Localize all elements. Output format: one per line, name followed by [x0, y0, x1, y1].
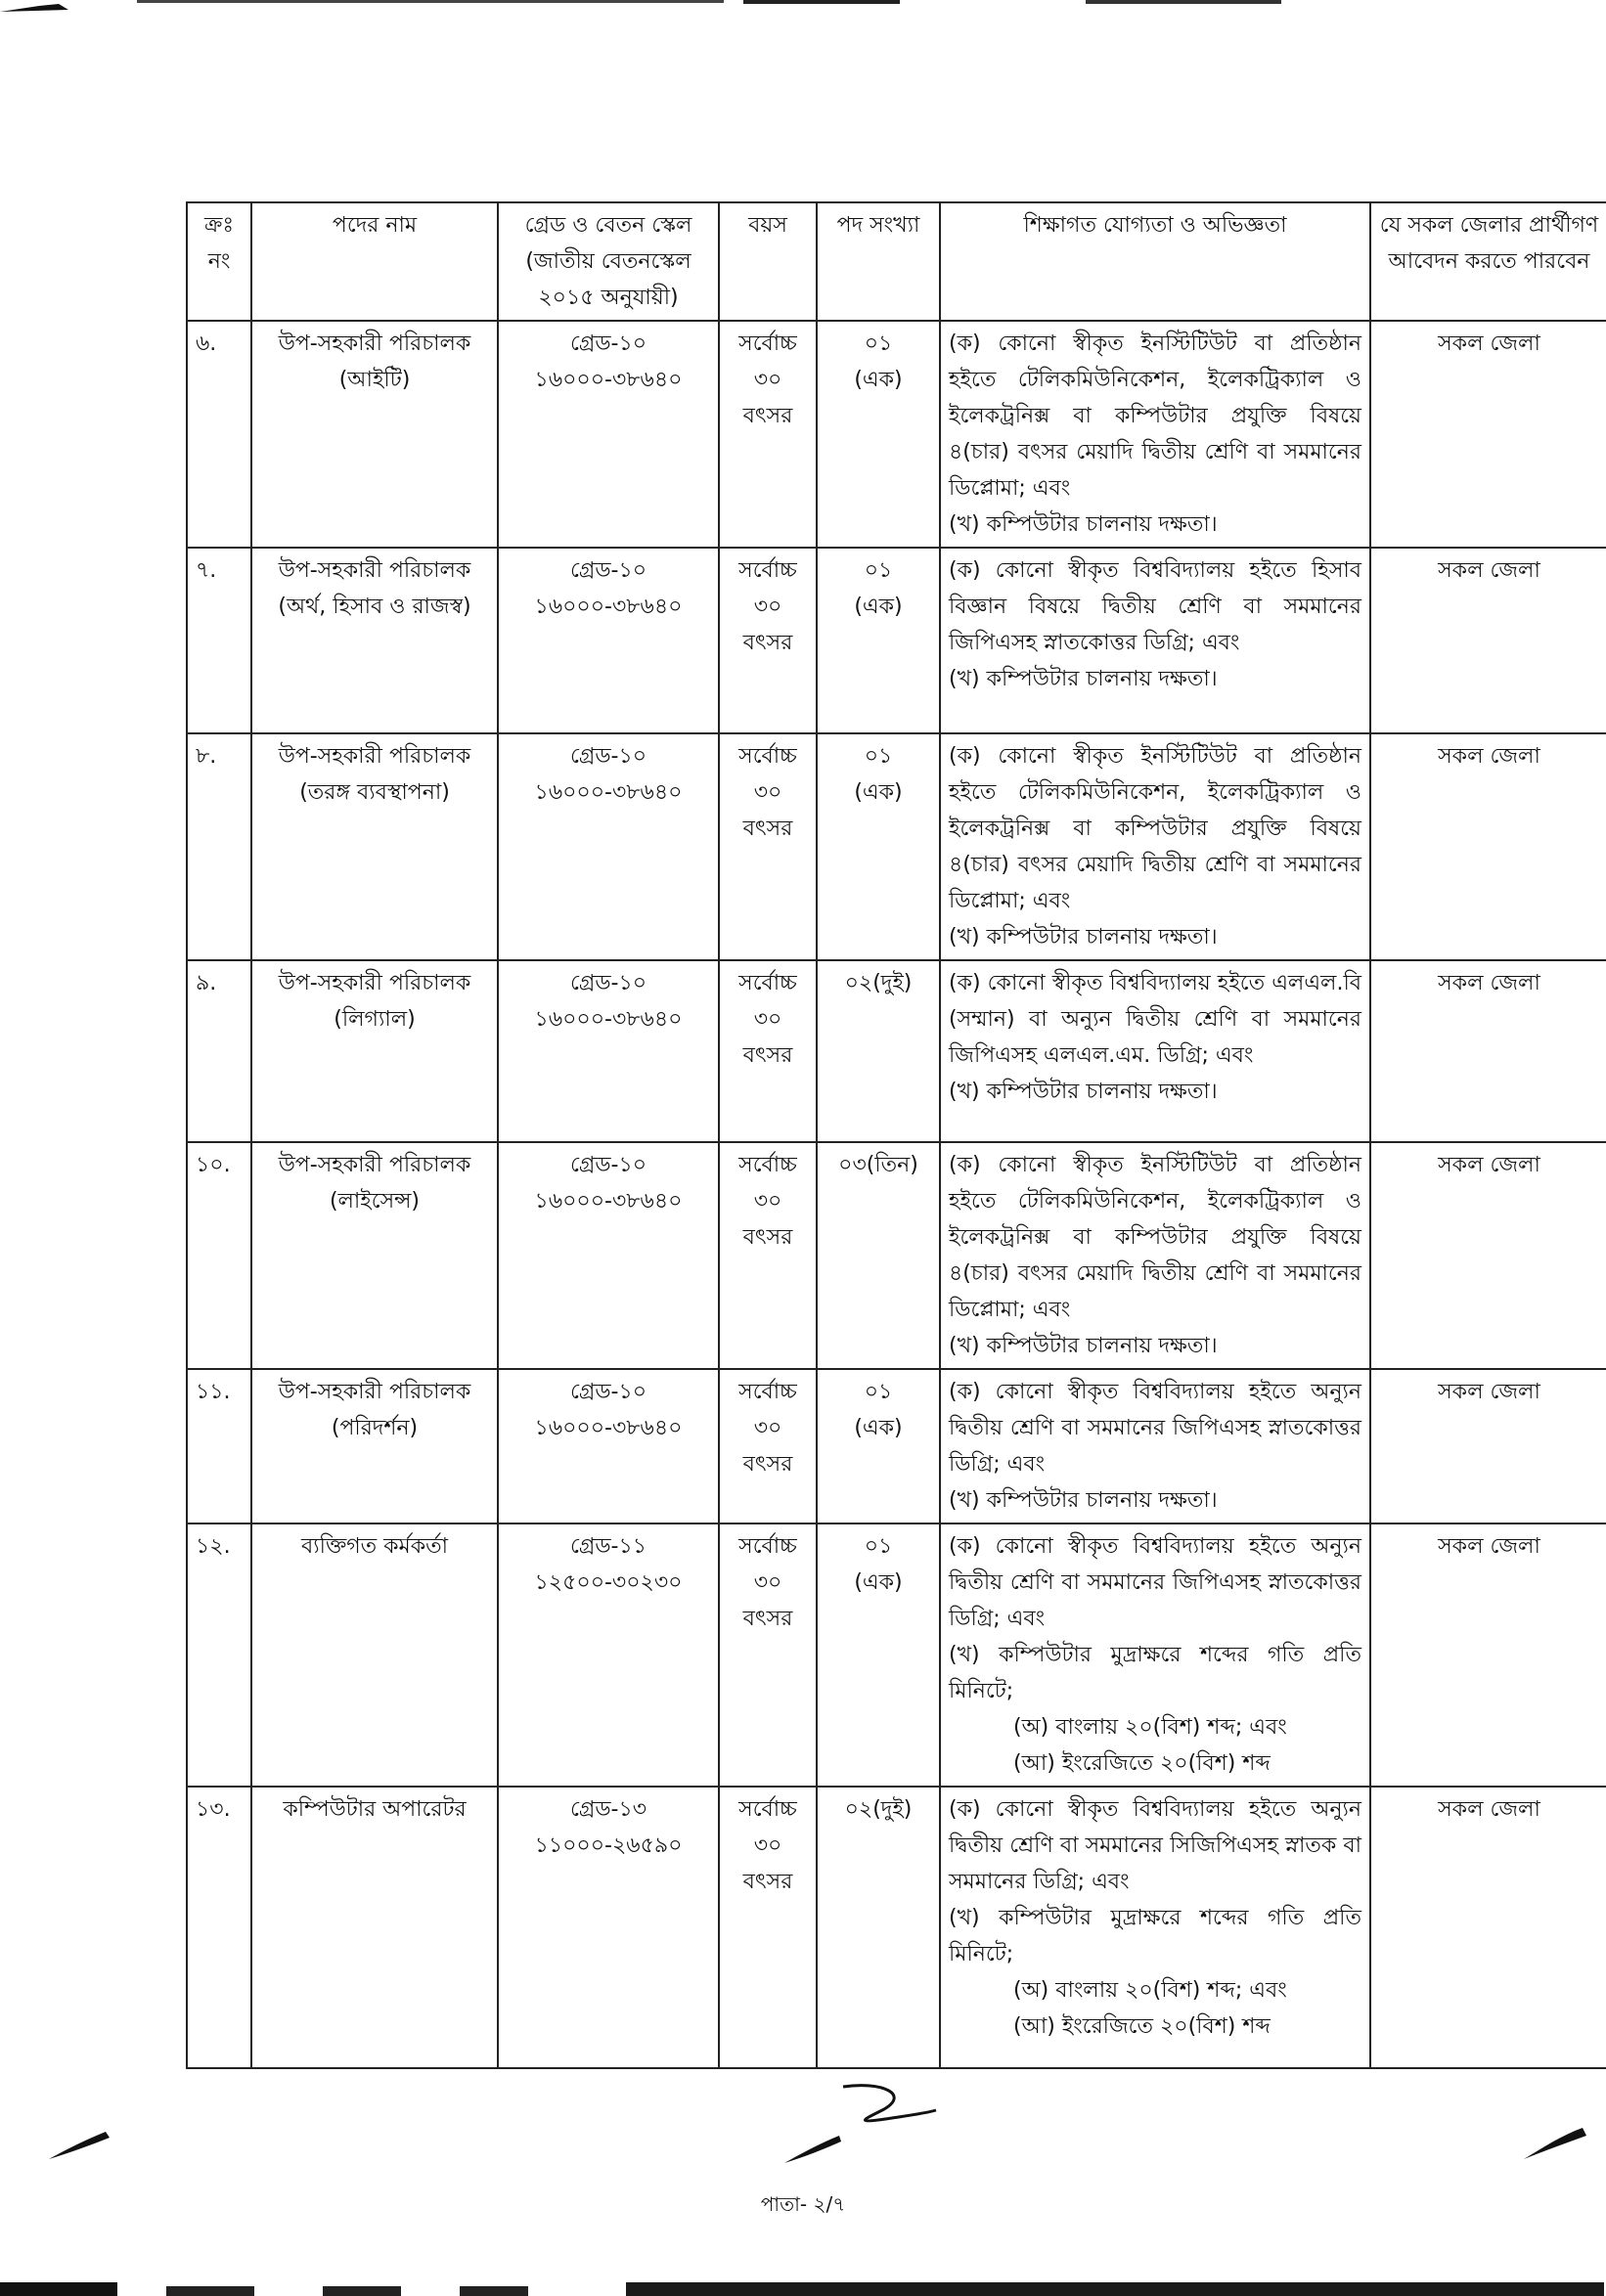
cell-age [719, 960, 817, 1142]
cell-qualification-line: (ক) কোনো স্বীকৃত ইনস্টিটিউট বা প্রতিষ্ঠান হইতে টেলিকমিউনিকেশন, ইলেকট্রিক্যাল ও ইলেকট্রনিক্স বা কম্পিউটার প্রযুক্তি বিষয়ে ৪(চার) বৎসর মেয়াদি দ্বিতীয় শ্রেণি বা সমমানের ডিপ্লোমা; এবং [949, 744, 1361, 913]
cell-qualification [940, 1523, 1370, 1787]
cell-grade-pay-scale-line: গ্রেড-১০ [569, 331, 647, 356]
cell-age-line: বৎসর [742, 1607, 793, 1631]
cell-age-line: ৩০ [753, 368, 782, 392]
header-post-name: পদের নাম [251, 202, 498, 321]
cell-qualification [940, 321, 1370, 548]
cell-grade-pay-scale-line: ১৬০০০-৩৮৬৪০ [534, 368, 683, 392]
cell-post-name-line: উপ-সহকারী পরিচালক [278, 558, 471, 583]
cell-age [719, 548, 817, 733]
cell-post-name [251, 1142, 498, 1369]
table-header-row [187, 202, 1606, 321]
cell-age-line: সর্বোচ্চ [738, 1380, 797, 1404]
cell-post-count-line: ০১ [864, 331, 893, 356]
table-row [187, 1787, 1606, 2068]
cell-serial: ১১. [187, 1369, 251, 1523]
cell-post-name-line: (তরঙ্গ ব্যবস্থাপনা) [299, 780, 450, 805]
cell-qualification-subitem: (অ) বাংলায় ২০(বিশ) শব্দ; এবং [1013, 1978, 1287, 2003]
scan-pen-mark-right [1522, 2124, 1590, 2161]
scan-pen-mark-left [47, 2128, 112, 2161]
cell-grade-pay-scale-line: ১৬০০০-৩৮৬৪০ [534, 1007, 683, 1032]
cell-qualification-subitem: (আ) ইংরেজিতে ২০(বিশ) শব্দ [1013, 1751, 1271, 1776]
cell-qualification-line: (খ) কম্পিউটার চালনায় দক্ষতা। [949, 1334, 1218, 1358]
cell-age-line: সর্বোচ্চ [738, 558, 797, 583]
cell-qualification-line: (ক) কোনো স্বীকৃত বিশ্ববিদ্যালয় হইতে অন্যুন দ্বিতীয় শ্রেণি বা সমমানের সিজিপিএসহ স্নাতক বা সমমানের ডিগ্রি; এবং [949, 1797, 1361, 1894]
cell-qualification-line: (খ) কম্পিউটার চালনায় দক্ষতা। [949, 512, 1218, 537]
cell-post-name-line: (লাইসেন্স) [329, 1189, 421, 1214]
cell-qualification-line: (খ) কম্পিউটার মুদ্রাক্ষরে শব্দের গতি প্রতি মিনিটে; [949, 1643, 1361, 1703]
cell-eligible-districts: সকল জেলা [1370, 960, 1606, 1142]
cell-post-name-line: (অর্থ, হিসাব ও রাজস্ব) [278, 595, 471, 619]
cell-grade-pay-scale [498, 733, 719, 960]
cell-qualification-subitem: (আ) ইংরেজিতে ২০(বিশ) শব্দ [1013, 2014, 1271, 2039]
cell-qualification-line: (ক) কোনো স্বীকৃত বিশ্ববিদ্যালয় হইতে এলএল.বি (সম্মান) বা অন্যুন দ্বিতীয় শ্রেণি বা সমমানের জিপিএসহ এলএল.এম. ডিগ্রি; এবং [949, 971, 1361, 1068]
cell-grade-pay-scale-line: ১১০০০-২৬৫৯০ [534, 1833, 683, 1858]
table-row [187, 321, 1606, 548]
cell-grade-pay-scale [498, 1523, 719, 1787]
cell-grade-pay-scale-line: গ্রেড-১০ [569, 1153, 647, 1177]
cell-grade-pay-scale [498, 1787, 719, 2068]
cell-post-count-line: (এক) [854, 595, 903, 619]
cell-qualification-line: (ক) কোনো স্বীকৃত ইনস্টিটিউট বা প্রতিষ্ঠান হইতে টেলিকমিউনিকেশন, ইলেকট্রিক্যাল ও ইলেকট্রনিক্স বা কম্পিউটার প্রযুক্তি বিষয়ে ৪(চার) বৎসর মেয়াদি দ্বিতীয় শ্রেণি বা সমমানের ডিপ্লোমা; এবং [949, 1153, 1361, 1322]
cell-qualification-line: (খ) কম্পিউটার মুদ্রাক্ষরে শব্দের গতি প্রতি মিনিটে; [949, 1906, 1361, 1966]
cell-age-line: সর্বোচ্চ [738, 1153, 797, 1177]
cell-post-count-line: ০২(দুই) [844, 1797, 913, 1822]
cell-age-line: সর্বোচ্চ [738, 971, 797, 995]
cell-age [719, 1369, 817, 1523]
scan-pen-mark-center [782, 2132, 843, 2165]
cell-age [719, 1787, 817, 2068]
cell-post-name-line: ব্যক্তিগত কর্মকর্তা [300, 1534, 449, 1559]
cell-age [719, 321, 817, 548]
cell-post-count-line: ০১ [864, 744, 893, 769]
cell-grade-pay-scale-line: গ্রেড-১০ [569, 744, 647, 769]
cell-age [719, 1523, 817, 1787]
cell-qualification-line: (খ) কম্পিউটার চালনায় দক্ষতা। [949, 925, 1218, 949]
cell-grade-pay-scale-line: ১৬০০০-৩৮৬৪০ [534, 780, 683, 805]
cell-qualification [940, 1142, 1370, 1369]
cell-serial: ৭. [187, 548, 251, 733]
cell-post-name [251, 321, 498, 548]
cell-post-count [817, 321, 940, 548]
cell-post-name-line: (লিগ্যাল) [334, 1007, 416, 1032]
cell-post-count [817, 548, 940, 733]
cell-post-name [251, 733, 498, 960]
table-row [187, 1142, 1606, 1369]
cell-grade-pay-scale [498, 1142, 719, 1369]
cell-post-name-line: উপ-সহকারী পরিচালক [278, 744, 471, 769]
cell-post-count-line: ০২(দুই) [844, 971, 913, 995]
cell-age-line: বৎসর [742, 404, 793, 428]
cell-qualification-line: (খ) কম্পিউটার চালনায় দক্ষতা। [949, 667, 1218, 691]
cell-age-line: ৩০ [753, 1007, 782, 1032]
cell-post-name [251, 1523, 498, 1787]
cell-grade-pay-scale-line: গ্রেড-১০ [569, 1380, 647, 1404]
cell-eligible-districts: সকল জেলা [1370, 548, 1606, 733]
cell-post-name [251, 1369, 498, 1523]
cell-age-line: ৩০ [753, 1189, 782, 1214]
cell-grade-pay-scale-line: গ্রেড-১০ [569, 971, 647, 995]
table-row [187, 548, 1606, 733]
cell-grade-pay-scale-line: গ্রেড-১০ [569, 558, 647, 583]
cell-qualification-line: (ক) কোনো স্বীকৃত বিশ্ববিদ্যালয় হইতে অন্যুন দ্বিতীয় শ্রেণি বা সমমানের জিপিএসহ স্নাতকোত্তর ডিগ্রি; এবং [949, 1534, 1361, 1631]
cell-age-line: বৎসর [742, 817, 793, 841]
cell-grade-pay-scale-line: ১৬০০০-৩৮৬৪০ [534, 1416, 683, 1440]
cell-age-line: সর্বোচ্চ [738, 1534, 797, 1559]
page-number: পাতা- ২/৭ [760, 2192, 846, 2216]
cell-grade-pay-scale-line: গ্রেড-১৩ [569, 1797, 647, 1822]
scan-edge-artifact-top [0, 0, 1606, 14]
cell-post-name [251, 960, 498, 1142]
header-post-count: পদ সংখ্যা [817, 202, 940, 321]
cell-qualification-line: (খ) কম্পিউটার চালনায় দক্ষতা। [949, 1080, 1218, 1104]
cell-post-count [817, 733, 940, 960]
cell-post-name [251, 1787, 498, 2068]
cell-serial: ১৩. [187, 1787, 251, 2068]
cell-post-count [817, 960, 940, 1142]
cell-qualification-subitem: (অ) বাংলায় ২০(বিশ) শব্দ; এবং [1013, 1715, 1287, 1740]
cell-grade-pay-scale [498, 321, 719, 548]
cell-grade-pay-scale-line: ১২৫০০-৩০২৩০ [534, 1570, 683, 1595]
scan-edge-artifact-bottom [0, 2269, 1606, 2296]
table-row [187, 733, 1606, 960]
cell-post-count-line: (এক) [854, 1570, 903, 1595]
cell-age-line: ৩০ [753, 1570, 782, 1595]
cell-eligible-districts: সকল জেলা [1370, 733, 1606, 960]
cell-eligible-districts: সকল জেলা [1370, 1369, 1606, 1523]
cell-post-name-line: (আইটি) [338, 368, 411, 392]
cell-age-line: সর্বোচ্চ [738, 1797, 797, 1822]
cell-post-count [817, 1369, 940, 1523]
cell-post-name-line: উপ-সহকারী পরিচালক [278, 971, 471, 995]
cell-serial: ১২. [187, 1523, 251, 1787]
cell-serial: ৬. [187, 321, 251, 548]
cell-post-count-line: ০৩(তিন) [838, 1153, 918, 1177]
cell-post-count [817, 1142, 940, 1369]
cell-serial: ৮. [187, 733, 251, 960]
cell-age-line: বৎসর [742, 1043, 793, 1068]
cell-eligible-districts: সকল জেলা [1370, 1142, 1606, 1369]
cell-post-name-line: উপ-সহকারী পরিচালক [278, 1153, 471, 1177]
cell-eligible-districts: সকল জেলা [1370, 321, 1606, 548]
cell-qualification [940, 548, 1370, 733]
cell-post-count [817, 1787, 940, 2068]
table-row [187, 1523, 1606, 1787]
cell-age-line: ৩০ [753, 1833, 782, 1858]
cell-age-line: বৎসর [742, 631, 793, 655]
cell-post-name-line: (পরিদর্শন) [331, 1416, 419, 1440]
header-serial: ক্রঃ নং [187, 202, 251, 321]
cell-age-line: সর্বোচ্চ [738, 331, 797, 356]
cell-qualification [940, 1787, 1370, 2068]
cell-post-name-line: উপ-সহকারী পরিচালক [278, 1380, 471, 1404]
cell-grade-pay-scale [498, 1369, 719, 1523]
cell-qualification [940, 733, 1370, 960]
job-requirements-table [186, 201, 1606, 2069]
cell-eligible-districts: সকল জেলা [1370, 1523, 1606, 1787]
cell-post-count-line: (এক) [854, 780, 903, 805]
cell-qualification-line: (খ) কম্পিউটার চালনায় দক্ষতা। [949, 1488, 1218, 1513]
cell-grade-pay-scale [498, 548, 719, 733]
cell-qualification [940, 960, 1370, 1142]
cell-grade-pay-scale-line: গ্রেড-১১ [569, 1534, 647, 1559]
cell-post-count-line: (এক) [854, 368, 903, 392]
cell-age [719, 733, 817, 960]
cell-age-line: ৩০ [753, 780, 782, 805]
cell-serial: ৯. [187, 960, 251, 1142]
cell-post-count-line: ০১ [864, 558, 893, 583]
cell-age-line: বৎসর [742, 1870, 793, 1894]
cell-post-count-line: (এক) [854, 1416, 903, 1440]
cell-qualification-line: (ক) কোনো স্বীকৃত বিশ্ববিদ্যালয় হইতে অন্যুন দ্বিতীয় শ্রেণি বা সমমানের জিপিএসহ স্নাতকোত্তর ডিগ্রি; এবং [949, 1380, 1361, 1477]
cell-post-name-line: কম্পিউটার অপারেটর [283, 1797, 467, 1822]
cell-post-name-line: উপ-সহকারী পরিচালক [278, 331, 471, 356]
cell-age-line: বৎসর [742, 1452, 793, 1477]
cell-age-line: সর্বোচ্চ [738, 744, 797, 769]
cell-post-count [817, 1523, 940, 1787]
signature-initials [814, 2081, 941, 2140]
cell-qualification [940, 1369, 1370, 1523]
header-qualification: শিক্ষাগত যোগ্যতা ও অভিজ্ঞতা [940, 202, 1370, 321]
cell-age-line: ৩০ [753, 595, 782, 619]
cell-grade-pay-scale-line: ১৬০০০-৩৮৬৪০ [534, 1189, 683, 1214]
table-row [187, 960, 1606, 1142]
cell-serial: ১০. [187, 1142, 251, 1369]
cell-grade-pay-scale-line: ১৬০০০-৩৮৬৪০ [534, 595, 683, 619]
cell-age [719, 1142, 817, 1369]
cell-grade-pay-scale [498, 960, 719, 1142]
cell-post-name [251, 548, 498, 733]
cell-post-count-line: ০১ [864, 1534, 893, 1559]
cell-post-count-line: ০১ [864, 1380, 893, 1404]
cell-age-line: ৩০ [753, 1416, 782, 1440]
header-eligible-districts: যে সকল জেলার প্রার্থীগণ আবেদন করতে পারবেন [1370, 202, 1606, 321]
header-age: বয়স [719, 202, 817, 321]
cell-eligible-districts: সকল জেলা [1370, 1787, 1606, 2068]
header-grade-pay-scale: গ্রেড ও বেতন স্কেল (জাতীয় বেতনস্কেল ২০১৫ অনুযায়ী) [498, 202, 719, 321]
cell-qualification-line: (ক) কোনো স্বীকৃত ইনস্টিটিউট বা প্রতিষ্ঠান হইতে টেলিকমিউনিকেশন, ইলেকট্রিক্যাল ও ইলেকট্রনিক্স বা কম্পিউটার প্রযুক্তি বিষয়ে ৪(চার) বৎসর মেয়াদি দ্বিতীয় শ্রেণি বা সমমানের ডিপ্লোমা; এবং [949, 331, 1361, 501]
table-row [187, 1369, 1606, 1523]
cell-qualification-line: (ক) কোনো স্বীকৃত বিশ্ববিদ্যালয় হইতে হিসাব বিজ্ঞান বিষয়ে দ্বিতীয় শ্রেণি বা সমমানের জিপিএসহ স্নাতকোত্তর ডিগ্রি; এবং [949, 558, 1361, 655]
cell-age-line: বৎসর [742, 1225, 793, 1250]
